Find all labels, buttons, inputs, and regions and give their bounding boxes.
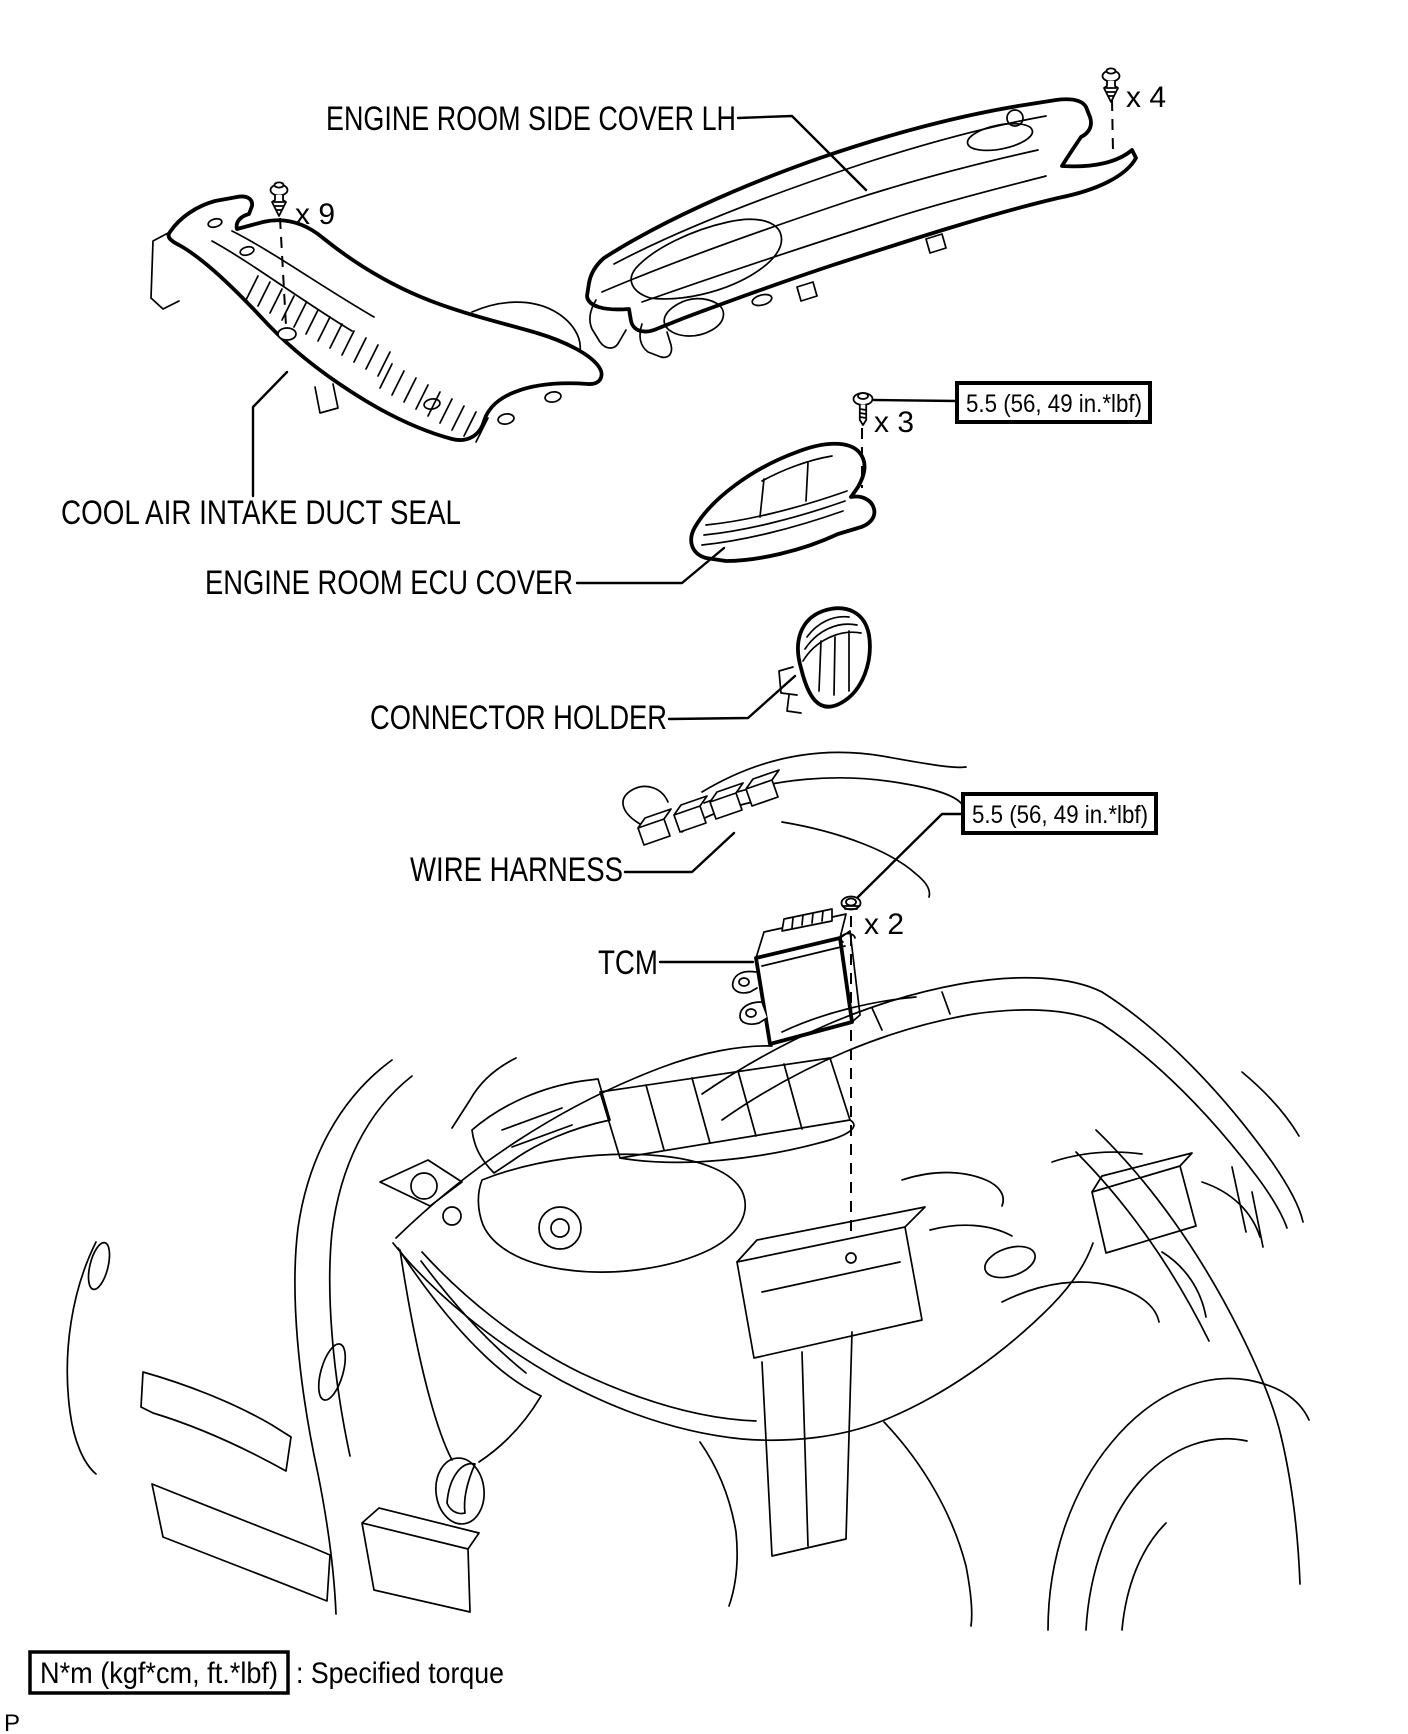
wire-harness-drawing <box>623 752 966 897</box>
ecu-cover-bolt-count: x 3 <box>874 406 915 439</box>
page-mark: P <box>4 1710 21 1734</box>
ecu-cover-torque-value: 5.5 (56, 49 in.*lbf) <box>966 390 1142 418</box>
duct-seal-clip-count: x 9 <box>295 198 336 231</box>
tcm-torque-callout <box>963 794 1156 833</box>
side-cover-leader-line <box>738 116 866 190</box>
ecu-cover-torque-callout <box>957 383 1150 422</box>
torque-unit-label: N*m (kgf*cm, ft.*lbf) <box>40 1657 278 1690</box>
torque-legend-description: : Specified torque <box>296 1657 504 1690</box>
tcm-bolt-icon <box>842 897 861 910</box>
duct-seal-clip-icon <box>271 182 288 216</box>
connector-holder-leader-line <box>669 676 795 719</box>
side-cover-clip-dashed-line <box>1112 100 1113 152</box>
duct-seal-clip-dashed-line <box>280 218 286 326</box>
tcm-drawing <box>733 909 860 1044</box>
duct-seal-label: COOL AIR INTAKE DUCT SEAL <box>61 494 461 532</box>
ecu-cover-bolt-icon <box>854 393 873 425</box>
tcm-bolt-count: x 2 <box>864 908 905 941</box>
tcm-torque-value: 5.5 (56, 49 in.*lbf) <box>972 801 1148 829</box>
tcm-label: TCM <box>598 944 658 982</box>
engine-room-ecu-cover-drawing <box>691 444 874 561</box>
wire-harness-label: WIRE HARNESS <box>410 851 623 889</box>
side-cover-label: ENGINE ROOM SIDE COVER LH <box>326 100 736 138</box>
engine-bay-illustration <box>67 978 1309 1630</box>
torque-legend <box>30 1652 504 1693</box>
tcm-torque-leader <box>858 814 963 897</box>
ecu-cover-torque-leader <box>874 400 957 401</box>
side-cover-clip-icon <box>1103 68 1120 102</box>
ecu-cover-leader-line <box>577 548 724 583</box>
connector-holder-drawing <box>779 608 870 713</box>
side-cover-clip-count: x 4 <box>1126 81 1167 114</box>
ecu-cover-label: ENGINE ROOM ECU COVER <box>205 564 573 602</box>
cool-air-intake-duct-seal-drawing <box>151 196 602 442</box>
duct-seal-leader-line <box>253 372 287 496</box>
connector-holder-label: CONNECTOR HOLDER <box>370 699 667 737</box>
